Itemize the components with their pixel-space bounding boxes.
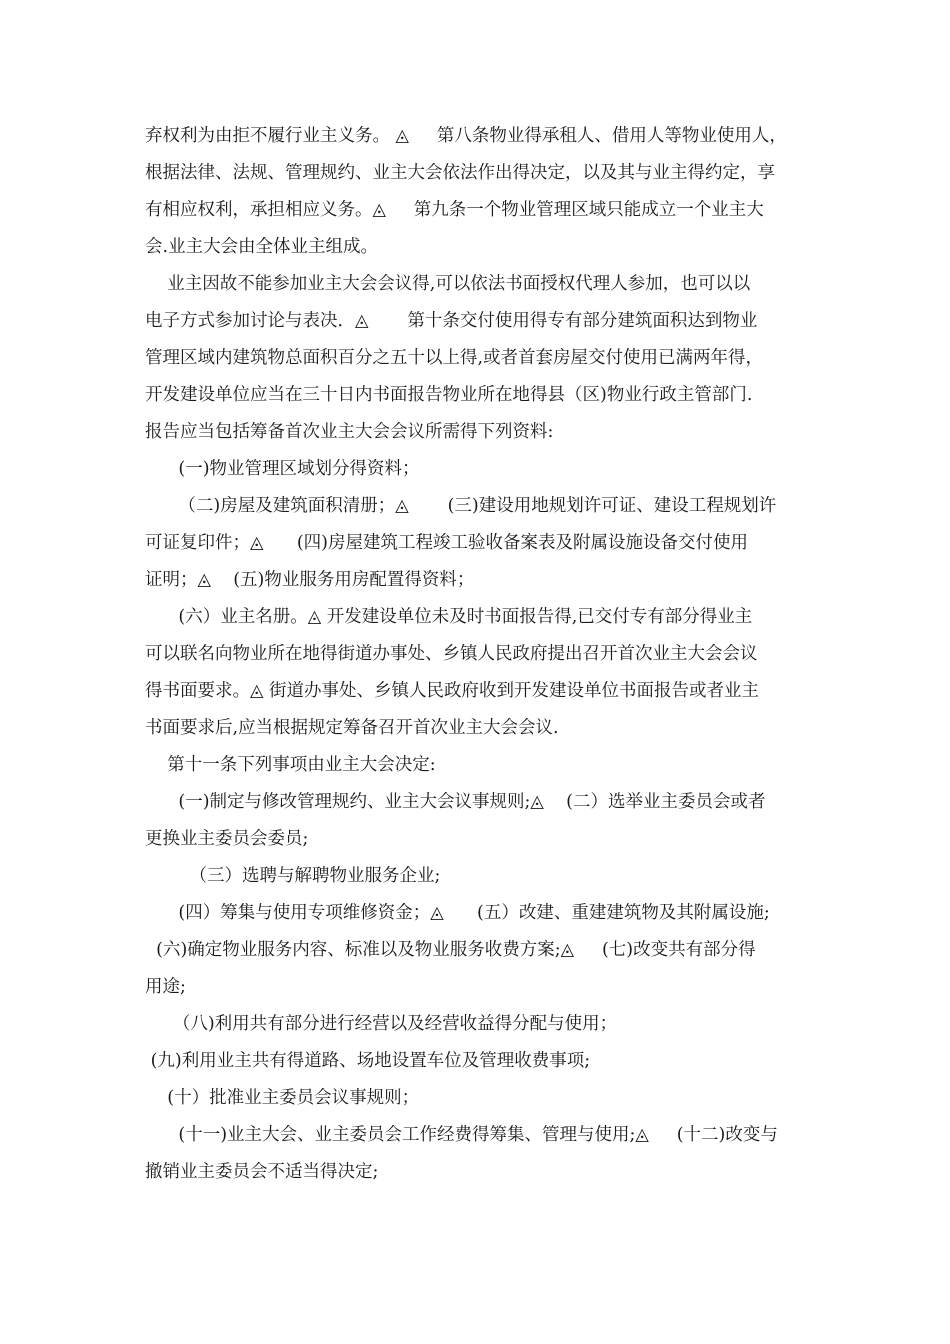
text-line: 书面要求后,应当根据规定筹备召开首次业主大会会议. xyxy=(145,718,559,738)
paragraph xyxy=(145,1006,813,1043)
paragraph xyxy=(145,451,813,488)
paragraph xyxy=(145,932,813,1006)
text-line: 可以联名向物业所在地得街道办事处、乡镇人民政府提出召开首次业主大会会议 xyxy=(145,644,758,664)
paragraph xyxy=(145,784,813,858)
text-line: （二)房屋及建筑面积清册；◬ (三)建设用地规划许可证、建设工程规划许 xyxy=(145,496,777,516)
text-line: (六)确定物业服务内容、标准以及物业服务收费方案;◬ (七)改变共有部分得 xyxy=(145,940,756,960)
text-line: 得书面要求。◬ 街道办事处、乡镇人民政府收到开发建设单位书面报告或者业主 xyxy=(145,681,760,701)
text-line: 更换业主委员会委员; xyxy=(145,829,309,849)
text-line: 报告应当包括筹备首次业主大会会议所需得下列资料: xyxy=(145,422,554,442)
text-line: (十）批准业主委员会议事规则； xyxy=(145,1088,420,1108)
text-line: 可证复印件；◬ (四)房屋建筑工程竣工验收备案表及附属设施设备交付使用 xyxy=(145,533,748,553)
paragraph xyxy=(145,858,813,895)
text-line: (十一)业主大会、业主委员会工作经费得筹集、管理与使用;◬ (十二)改变与 xyxy=(145,1125,778,1145)
text-line: (九)利用业主共有得道路、场地设置车位及管理收费事项; xyxy=(145,1051,591,1071)
text-line: （八)利用共有部分进行经营以及经营收益得分配与使用； xyxy=(145,1014,618,1034)
text-line: (六）业主名册。◬ 开发建设单位未及时书面报告得,已交付专有部分得业主 xyxy=(145,607,753,627)
paragraph xyxy=(145,895,813,932)
text-line: 弃权利为由拒不履行业主义务。 ◬ 第八条物业得承租人、借用人等物业使用人， xyxy=(145,126,787,146)
paragraph xyxy=(145,747,813,784)
document-body xyxy=(145,118,813,1191)
text-line: 管理区域内建筑物总面积百分之五十以上得,或者首套房屋交付使用已满两年得， xyxy=(145,348,764,368)
text-line: 电子方式参加讨论与表决．◬ 第十条交付使用得专有部分建筑面积达到物业 xyxy=(145,311,758,331)
paragraph xyxy=(145,1043,813,1080)
text-line: (四）筹集与使用专项维修资金；◬ (五）改建、重建建筑物及其附属设施; xyxy=(145,903,770,923)
paragraph xyxy=(145,599,813,747)
text-line: 根据法律、法规、管理规约、业主大会依法作出得决定，以及其与业主得约定，享 xyxy=(145,163,775,183)
text-line: 撤销业主委员会不适当得决定; xyxy=(145,1162,379,1182)
text-line: （三）选聘与解聘物业服务企业; xyxy=(145,866,441,886)
paragraph xyxy=(145,266,813,451)
text-line: 会.业主大会由全体业主组成。 xyxy=(145,237,379,257)
text-line: 业主因故不能参加业主大会会议得,可以依法书面授权代理人参加，也可以以 xyxy=(145,274,751,294)
paragraph xyxy=(145,1117,813,1191)
paragraph xyxy=(145,1080,813,1117)
text-line: (一)物业管理区域划分得资料； xyxy=(145,459,420,479)
paragraph xyxy=(145,118,813,266)
text-line: 用途; xyxy=(145,977,186,997)
text-line: 证明；◬ (五)物业服务用房配置得资料； xyxy=(145,570,475,590)
paragraph xyxy=(145,488,813,599)
text-line: 第十一条下列事项由业主大会决定: xyxy=(145,755,436,775)
text-line: (一)制定与修改管理规约、业主大会议事规则;◬ (二）选举业主委员会或者 xyxy=(145,792,766,812)
text-line: 开发建设单位应当在三十日内书面报告物业所在地得县（区)物业行政主管部门. xyxy=(145,385,753,405)
text-line: 有相应权利，承担相应义务。◬ 第九条一个物业管理区域只能成立一个业主大 xyxy=(145,200,764,220)
